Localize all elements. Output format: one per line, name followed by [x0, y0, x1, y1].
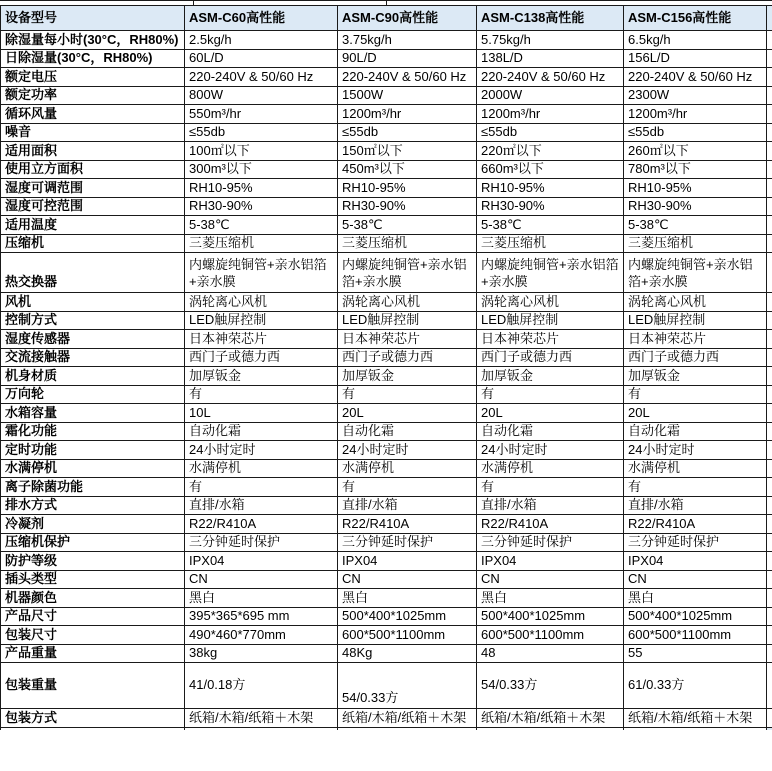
spec-cell: RH30-90%	[477, 197, 624, 216]
right-edge-sliver	[767, 179, 772, 198]
spec-cell: R22/R410A	[338, 515, 477, 534]
spec-cell: 660m³以下	[477, 160, 624, 179]
right-edge-sliver	[767, 216, 772, 235]
right-edge-sliver	[767, 86, 772, 105]
spec-cell: 60L/D	[185, 49, 338, 68]
spec-cell: LED触屏控制	[624, 311, 767, 330]
row-label: 控制方式	[1, 311, 185, 330]
row-label: 定时功能	[1, 441, 185, 460]
right-edge-sliver	[767, 441, 772, 460]
table-row	[1, 459, 772, 478]
spec-cell: 1500W	[338, 86, 477, 105]
right-edge-sliver	[767, 589, 772, 608]
table-row	[1, 179, 772, 198]
table-row	[1, 330, 772, 349]
row-label: 除湿量每小时(30°C，RH80%)	[1, 31, 185, 50]
table-row	[1, 515, 772, 534]
spec-cell: 800W	[185, 86, 338, 105]
right-edge-sliver	[767, 570, 772, 589]
spec-cell: 10L	[185, 404, 338, 423]
spec-cell: 有	[338, 385, 477, 404]
spec-cell: 48	[477, 644, 624, 663]
spec-cell: 3.75kg/h	[338, 31, 477, 50]
spec-cell: RH10-95%	[624, 179, 767, 198]
spec-cell: 西门子或德力西	[477, 348, 624, 367]
spec-cell: 自动化霜	[185, 422, 338, 441]
right-edge-sliver	[767, 348, 772, 367]
spec-cell: 600*500*1100mm	[338, 626, 477, 645]
spec-cell: 水满停机	[338, 459, 477, 478]
right-edge-sliver	[767, 367, 772, 386]
row-label: 额定电压	[1, 68, 185, 87]
spec-cell: 水满停机	[185, 459, 338, 478]
spec-cell: 有	[477, 478, 624, 497]
right-edge-sliver	[767, 422, 772, 441]
spec-cell: 20L	[624, 404, 767, 423]
spec-cell: 20L	[477, 404, 624, 423]
spec-cell: 5-38℃	[477, 216, 624, 235]
spec-cell: 三菱压缩机	[624, 234, 767, 253]
spec-cell: 90L/D	[338, 49, 477, 68]
spec-cell: 24小时定时	[477, 441, 624, 460]
bottom-stub-cell	[338, 727, 477, 730]
row-label: 交流接触器	[1, 348, 185, 367]
spec-cell: 西门子或德力西	[338, 348, 477, 367]
spec-cell: CN	[477, 570, 624, 589]
table-row	[1, 216, 772, 235]
spec-cell: 纸箱/木箱/纸箱＋木架	[185, 709, 338, 728]
spec-cell: 450m³以下	[338, 160, 477, 179]
row-label: 适用面积	[1, 142, 185, 161]
right-edge-sliver	[767, 293, 772, 312]
spec-cell: CN	[624, 570, 767, 589]
right-edge-sliver	[767, 31, 772, 50]
spec-cell: 直排/水箱	[338, 496, 477, 515]
spec-cell: 西门子或德力西	[185, 348, 338, 367]
bottom-row-sliver	[1, 727, 772, 730]
row-label: 水满停机	[1, 459, 185, 478]
right-edge-sliver	[767, 330, 772, 349]
spec-cell: 纸箱/木箱/纸箱＋木架	[338, 709, 477, 728]
table-row	[1, 663, 772, 709]
spec-cell: 纸箱/木箱/纸箱＋木架	[477, 709, 624, 728]
header-model-0: ASM-C60高性能	[185, 6, 338, 31]
header-row	[1, 6, 772, 31]
table-row	[1, 86, 772, 105]
spec-cell: 涡轮离心风机	[338, 293, 477, 312]
table-row	[1, 422, 772, 441]
spec-cell: 涡轮离心风机	[477, 293, 624, 312]
spec-cell: 三分钟延时保护	[338, 533, 477, 552]
row-label: 水箱容量	[1, 404, 185, 423]
table-row	[1, 570, 772, 589]
spec-cell: 1200m³/hr	[624, 105, 767, 124]
spec-cell: 有	[185, 385, 338, 404]
right-edge-sliver	[767, 404, 772, 423]
right-edge-sliver	[767, 311, 772, 330]
row-label: 包装重量	[1, 663, 185, 709]
top-row-sliver	[0, 0, 772, 5]
spec-cell: IPX04	[477, 552, 624, 571]
spec-cell: 日本神荣芯片	[338, 330, 477, 349]
row-label: 湿度传感器	[1, 330, 185, 349]
spec-cell: CN	[185, 570, 338, 589]
row-label: 插头类型	[1, 570, 185, 589]
table-row	[1, 552, 772, 571]
spec-cell: LED触屏控制	[338, 311, 477, 330]
header-model-1: ASM-C90高性能	[338, 6, 477, 31]
right-edge-sliver	[767, 552, 772, 571]
table-row	[1, 123, 772, 142]
right-edge-sliver	[767, 607, 772, 626]
spec-cell: 日本神荣芯片	[624, 330, 767, 349]
row-label: 适用温度	[1, 216, 185, 235]
right-edge-sliver	[767, 533, 772, 552]
spec-cell: RH30-90%	[338, 197, 477, 216]
spec-cell: R22/R410A	[477, 515, 624, 534]
spec-cell: 780m³以下	[624, 160, 767, 179]
spec-cell: 三分钟延时保护	[624, 533, 767, 552]
spec-cell: 涡轮离心风机	[624, 293, 767, 312]
bottom-stub-cell	[185, 727, 338, 730]
spec-cell: 加厚钣金	[624, 367, 767, 386]
table-row	[1, 31, 772, 50]
spec-cell: 直排/水箱	[185, 496, 338, 515]
row-label: 风机	[1, 293, 185, 312]
spec-cell: 直排/水箱	[477, 496, 624, 515]
spec-cell: 54/0.33方	[477, 663, 624, 709]
right-edge-sliver	[767, 68, 772, 87]
table-row	[1, 626, 772, 645]
spec-cell: 24小时定时	[338, 441, 477, 460]
spec-cell: 自动化霜	[477, 422, 624, 441]
table-row	[1, 160, 772, 179]
spec-cell: 内螺旋纯铜管+亲水铝箔+亲水膜	[477, 253, 624, 293]
spec-cell: 2.5kg/h	[185, 31, 338, 50]
right-edge-sliver	[767, 385, 772, 404]
spec-cell: RH30-90%	[185, 197, 338, 216]
spec-cell: 5-38℃	[624, 216, 767, 235]
right-edge-sliver	[767, 727, 772, 730]
row-label: 循环风量	[1, 105, 185, 124]
spec-cell: 有	[624, 478, 767, 497]
gridline-tick	[386, 1, 387, 5]
bottom-stub-cell	[624, 727, 767, 730]
spec-cell: 有	[338, 478, 477, 497]
right-edge-sliver	[767, 160, 772, 179]
spec-cell: RH10-95%	[338, 179, 477, 198]
bottom-stub-cell	[1, 727, 185, 730]
right-edge-sliver	[767, 105, 772, 124]
spec-cell: RH10-95%	[185, 179, 338, 198]
spec-cell: 有	[624, 385, 767, 404]
row-label: 产品重量	[1, 644, 185, 663]
spec-cell: 三分钟延时保护	[185, 533, 338, 552]
spec-cell: ≤55db	[338, 123, 477, 142]
row-label: 机器颜色	[1, 589, 185, 608]
spec-cell: 加厚钣金	[338, 367, 477, 386]
right-edge-sliver	[767, 496, 772, 515]
spec-cell: 61/0.33方	[624, 663, 767, 709]
row-label: 噪音	[1, 123, 185, 142]
row-label: 压缩机保护	[1, 533, 185, 552]
spec-cell: 三菱压缩机	[185, 234, 338, 253]
spec-cell: 内螺旋纯铜管+亲水铝箔+亲水膜	[624, 253, 767, 293]
table-row	[1, 496, 772, 515]
spec-cell: 38kg	[185, 644, 338, 663]
table-row	[1, 709, 772, 728]
spec-cell: 5-38℃	[185, 216, 338, 235]
table-row	[1, 142, 772, 161]
spec-cell: ≤55db	[624, 123, 767, 142]
row-label: 湿度可调范围	[1, 179, 185, 198]
product-spec-table	[0, 5, 772, 730]
gridline-tick	[193, 1, 194, 5]
row-label: 额定功率	[1, 86, 185, 105]
right-edge-sliver	[767, 626, 772, 645]
spec-cell: 1200m³/hr	[338, 105, 477, 124]
table-row	[1, 253, 772, 293]
right-edge-sliver	[767, 142, 772, 161]
spec-cell: LED触屏控制	[477, 311, 624, 330]
spec-cell: IPX04	[624, 552, 767, 571]
spec-cell: 有	[185, 478, 338, 497]
right-edge-sliver	[767, 478, 772, 497]
spec-cell: RH10-95%	[477, 179, 624, 198]
spec-cell: 600*500*1100mm	[624, 626, 767, 645]
spec-cell: 490*460*770mm	[185, 626, 338, 645]
spec-cell: 西门子或德力西	[624, 348, 767, 367]
spec-cell: 5-38℃	[338, 216, 477, 235]
table-row	[1, 49, 772, 68]
header-device-model: 设备型号	[1, 6, 185, 31]
spec-cell: ≤55db	[477, 123, 624, 142]
spec-cell: 黑白	[477, 589, 624, 608]
spec-cell: 41/0.18方	[185, 663, 338, 709]
spec-cell: 日本神荣芯片	[477, 330, 624, 349]
right-edge-sliver	[767, 234, 772, 253]
table-row	[1, 197, 772, 216]
spec-cell: 加厚钣金	[477, 367, 624, 386]
spec-cell: 48Kg	[338, 644, 477, 663]
right-edge-sliver	[767, 197, 772, 216]
spec-cell: LED触屏控制	[185, 311, 338, 330]
row-label: 使用立方面积	[1, 160, 185, 179]
spec-cell: 纸箱/木箱/纸箱＋木架	[624, 709, 767, 728]
spec-cell: IPX04	[185, 552, 338, 571]
row-label: 机身材质	[1, 367, 185, 386]
spec-cell: R22/R410A	[185, 515, 338, 534]
table-row	[1, 311, 772, 330]
table-row	[1, 367, 772, 386]
row-label: 冷凝剂	[1, 515, 185, 534]
spec-cell: IPX04	[338, 552, 477, 571]
spec-cell: 55	[624, 644, 767, 663]
spec-cell: 260㎡以下	[624, 142, 767, 161]
table-row	[1, 478, 772, 497]
table-row	[1, 533, 772, 552]
spec-cell: 三菱压缩机	[477, 234, 624, 253]
row-label: 湿度可控范围	[1, 197, 185, 216]
spec-cell: 54/0.33方	[338, 663, 477, 709]
row-label: 日除湿量(30°C，RH80%)	[1, 49, 185, 68]
row-label: 万向轮	[1, 385, 185, 404]
spec-cell: 黑白	[185, 589, 338, 608]
table-row	[1, 404, 772, 423]
table-row	[1, 348, 772, 367]
spec-cell: 500*400*1025mm	[477, 607, 624, 626]
spec-cell: 内螺旋纯铜管+亲水铝箔+亲水膜	[185, 253, 338, 293]
spec-cell: 156L/D	[624, 49, 767, 68]
spec-cell: 三菱压缩机	[338, 234, 477, 253]
spec-cell: 395*365*695 mm	[185, 607, 338, 626]
spec-cell: 黑白	[624, 589, 767, 608]
table-row	[1, 589, 772, 608]
spec-cell: 220-240V & 50/60 Hz	[477, 68, 624, 87]
row-label: 产品尺寸	[1, 607, 185, 626]
spec-cell: 加厚钣金	[185, 367, 338, 386]
spec-cell: 24小时定时	[624, 441, 767, 460]
row-label: 包装方式	[1, 709, 185, 728]
spec-cell: 220-240V & 50/60 Hz	[185, 68, 338, 87]
spec-cell: 220-240V & 50/60 Hz	[624, 68, 767, 87]
right-edge-sliver	[767, 123, 772, 142]
spec-cell: 500*400*1025mm	[624, 607, 767, 626]
right-edge-sliver	[767, 709, 772, 728]
row-label: 离子除菌功能	[1, 478, 185, 497]
header-model-3: ASM-C156高性能	[624, 6, 767, 31]
spec-cell: 100㎡以下	[185, 142, 338, 161]
spec-cell: 内螺旋纯铜管+亲水铝箔+亲水膜	[338, 253, 477, 293]
spec-cell: 三分钟延时保护	[477, 533, 624, 552]
spec-cell: 自动化霜	[338, 422, 477, 441]
table-row	[1, 105, 772, 124]
spec-cell: 自动化霜	[624, 422, 767, 441]
table-row	[1, 644, 772, 663]
spec-cell: 日本神荣芯片	[185, 330, 338, 349]
spec-cell: 黑白	[338, 589, 477, 608]
spec-cell: 138L/D	[477, 49, 624, 68]
row-label: 压缩机	[1, 234, 185, 253]
spec-cell: 涡轮离心风机	[185, 293, 338, 312]
bottom-stub-cell	[477, 727, 624, 730]
spec-cell: 550m³/hr	[185, 105, 338, 124]
row-label: 排水方式	[1, 496, 185, 515]
spec-cell: 150㎡以下	[338, 142, 477, 161]
spec-cell: CN	[338, 570, 477, 589]
right-edge-sliver	[767, 459, 772, 478]
right-edge-sliver	[767, 663, 772, 709]
spec-cell: 220-240V & 50/60 Hz	[338, 68, 477, 87]
spec-cell: 有	[477, 385, 624, 404]
right-edge-sliver	[767, 515, 772, 534]
spec-cell: 24小时定时	[185, 441, 338, 460]
spec-cell: 500*400*1025mm	[338, 607, 477, 626]
spec-cell: 直排/水箱	[624, 496, 767, 515]
table-row	[1, 68, 772, 87]
right-edge-sliver	[767, 49, 772, 68]
spec-cell: 水满停机	[624, 459, 767, 478]
spec-cell: 水满停机	[477, 459, 624, 478]
spec-cell: 20L	[338, 404, 477, 423]
right-edge-sliver	[767, 644, 772, 663]
row-label: 包装尺寸	[1, 626, 185, 645]
spec-cell: 300m³以下	[185, 160, 338, 179]
spec-cell: 5.75kg/h	[477, 31, 624, 50]
right-edge-sliver	[767, 6, 772, 31]
spec-cell: R22/R410A	[624, 515, 767, 534]
spec-cell: 2000W	[477, 86, 624, 105]
spec-cell: RH30-90%	[624, 197, 767, 216]
row-label: 防护等级	[1, 552, 185, 571]
row-label: 热交换器	[1, 253, 185, 293]
spec-cell: 6.5kg/h	[624, 31, 767, 50]
spec-cell: 2300W	[624, 86, 767, 105]
table-row	[1, 385, 772, 404]
table-row	[1, 607, 772, 626]
spec-cell: 1200m³/hr	[477, 105, 624, 124]
header-model-2: ASM-C138高性能	[477, 6, 624, 31]
table-row	[1, 293, 772, 312]
spec-cell: 220㎡以下	[477, 142, 624, 161]
spec-cell: ≤55db	[185, 123, 338, 142]
table-row	[1, 441, 772, 460]
spec-cell: 600*500*1100mm	[477, 626, 624, 645]
table-row	[1, 234, 772, 253]
row-label: 霜化功能	[1, 422, 185, 441]
right-edge-sliver	[767, 253, 772, 293]
